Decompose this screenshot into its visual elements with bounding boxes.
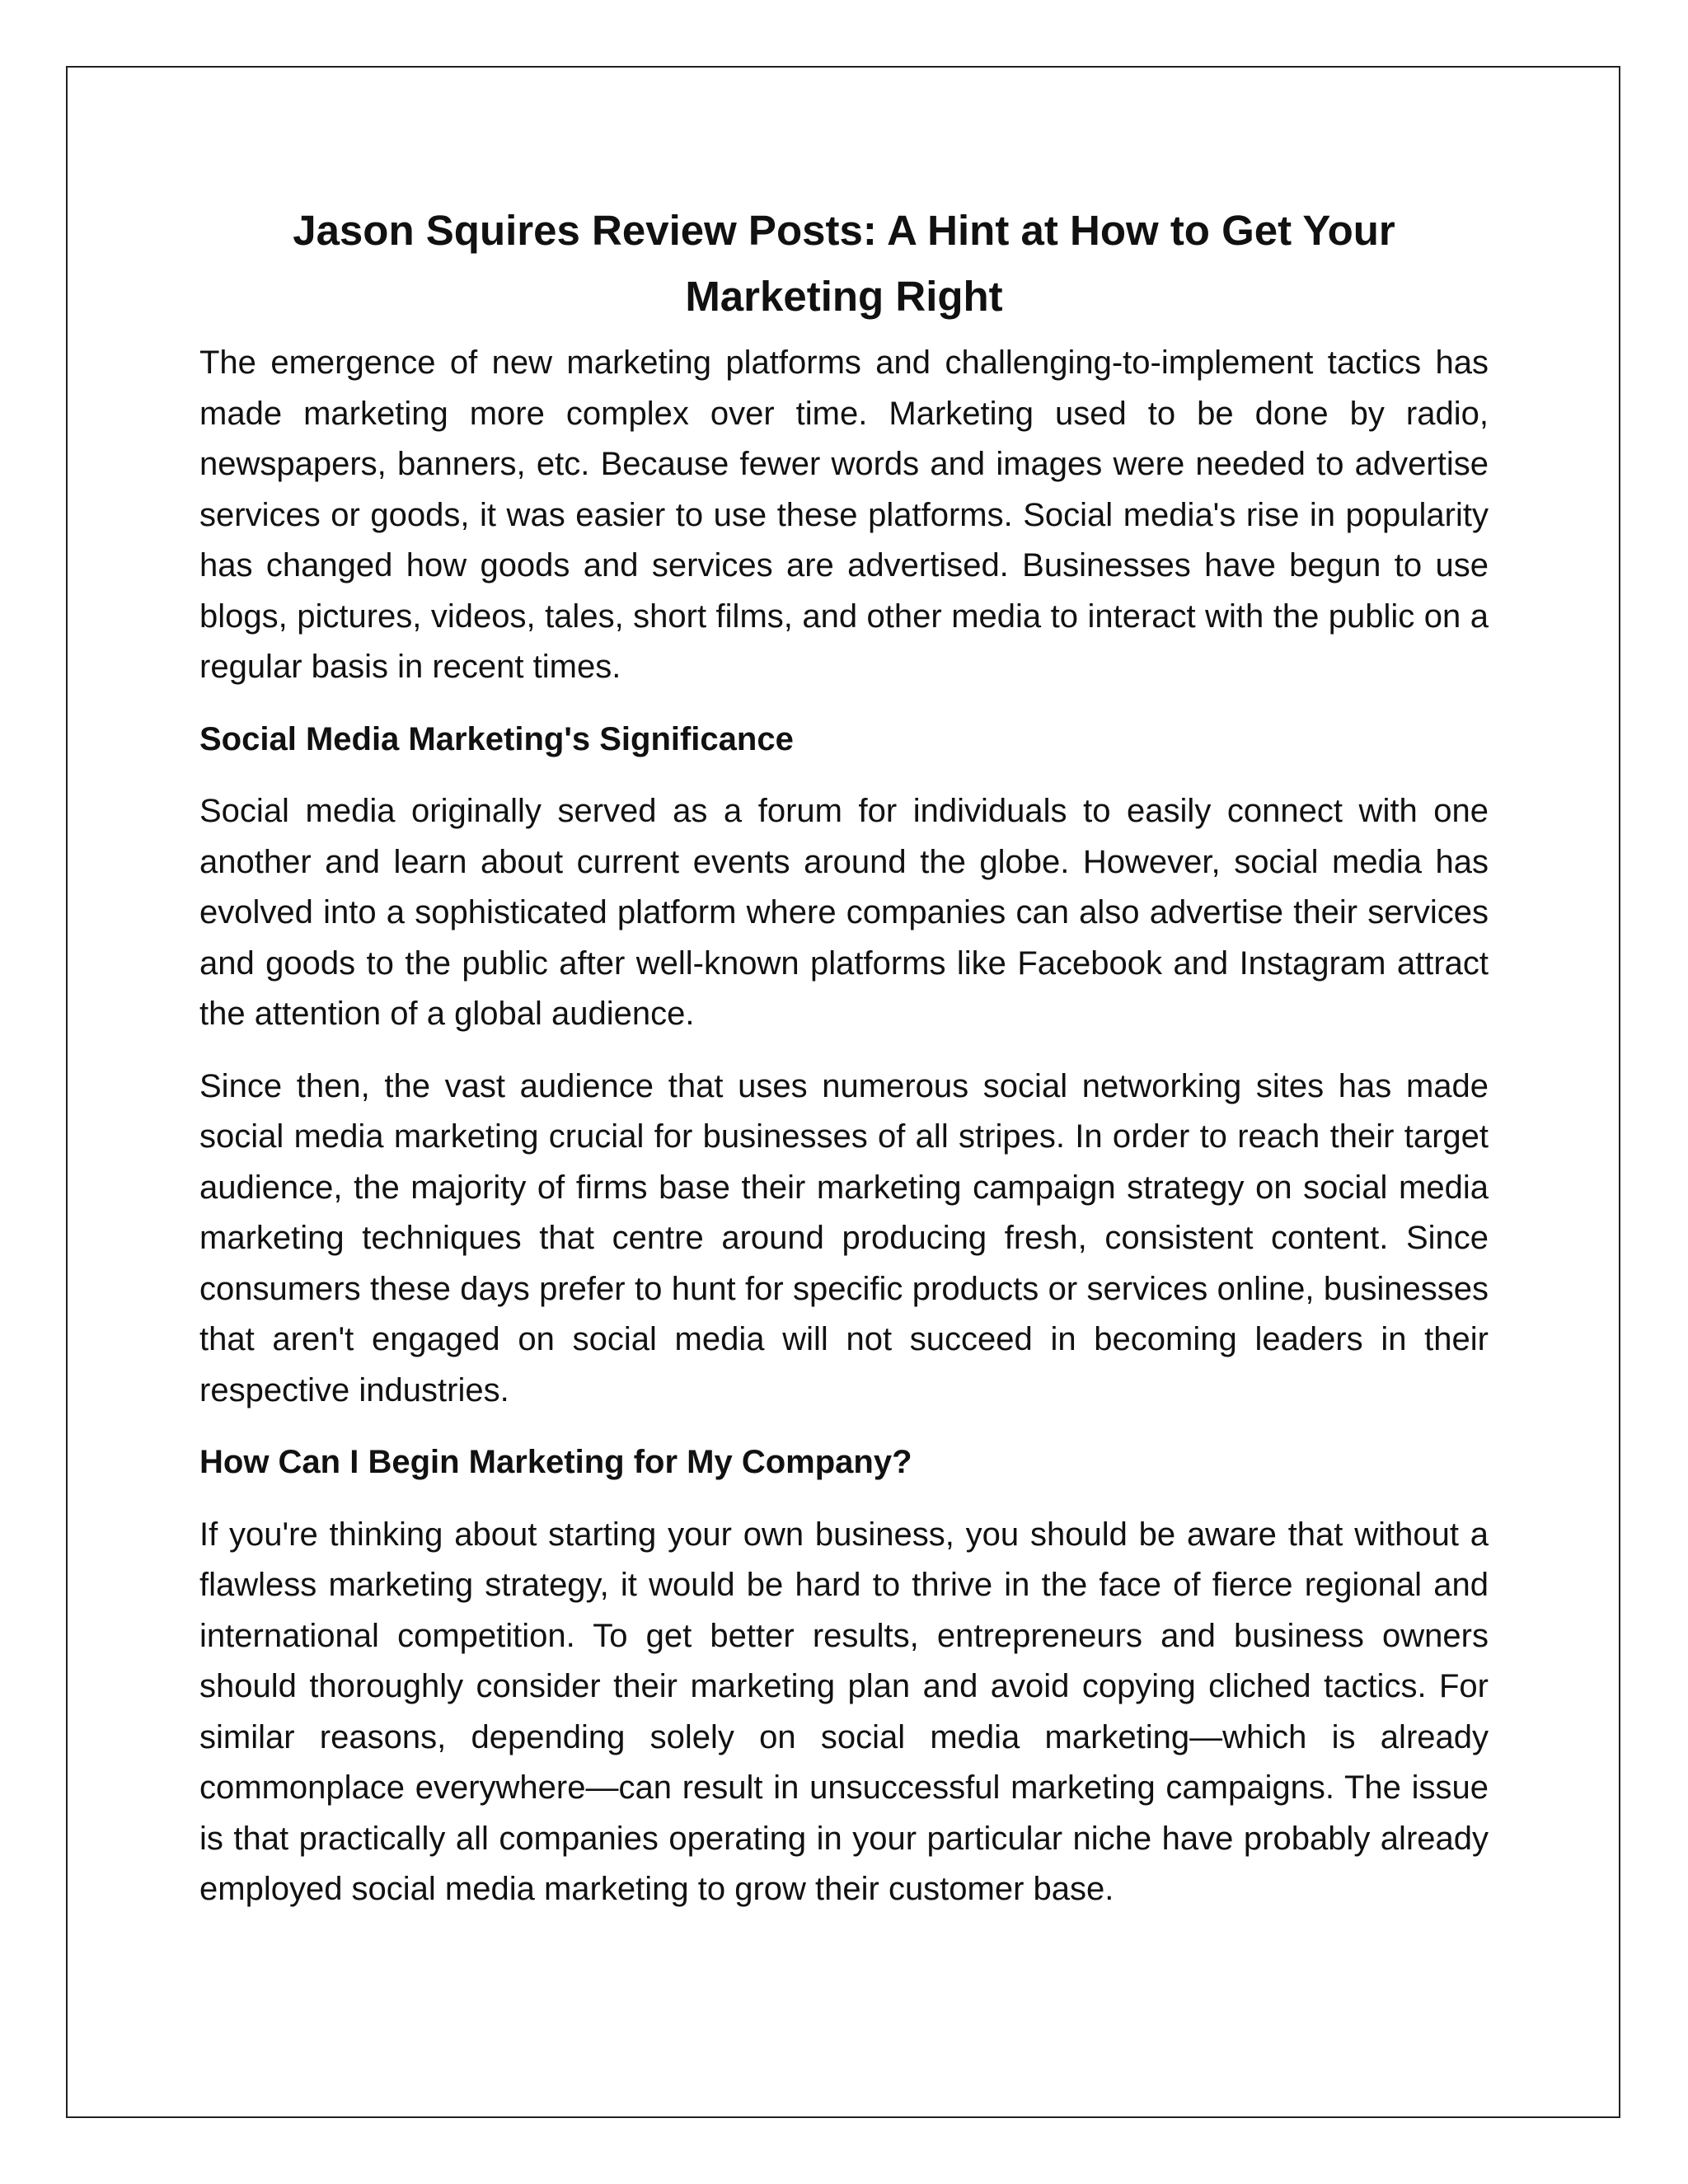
document-title: Jason Squires Review Posts: A Hint at How to Get Your Marketing Right [293, 207, 1395, 320]
section-heading-significance: Social Media Marketing's Significance [199, 720, 794, 757]
significance-paragraph-2: Since then, the vast audience that uses numerous social networking sites has made social media marketing crucial for businesses of all stripes. In order to reach their target audience, the majority of firms base their marketing campaign strategy on social media marketing techniques that centre around producing fresh, consistent content. Since consumers these days prefer to hunt for specific products or services online, businesses that aren't engaged on social media will not succeed in becoming leaders in their respective industries. [199, 1067, 1489, 1408]
intro-paragraph: The emergence of new marketing platforms and challenging-to-implement tactics has made marketing more complex over time. Marketing used to be done by radio, newspapers, banners, etc. Because fewer words and images were needed to advertise services or goods, it was easier to use these platforms. Social media's rise in popularity has changed how goods and services are advertised. Businesses have begun to use blogs, pictures, videos, tales, short films, and other media to interact with the public on a regular basis in recent times. [199, 344, 1489, 685]
begin-marketing-paragraph: If you're thinking about starting your own business, you should be aware that without a flawless marketing strategy, it would be hard to thrive in the face of fierce regional and international competition. To get better results, entrepreneurs and business owners should thoroughly consider their marketing plan and avoid copying cliched tactics. For similar reasons, depending solely on social media marketing—which is already commonplace everywhere—can result in unsuccessful marketing campaigns. The issue is that practically all companies operating in your particular niche have probably already employed social media marketing to grow their customer base. [199, 1516, 1489, 1907]
significance-paragraph-1: Social media originally served as a forum for individuals to easily connect with one another and learn about current events around the globe. However, social media has evolved into a sophisticated platform where companies can also advertise their services and goods to the public after well-known platforms like Facebook and Instagram attract the attention of a global audience. [199, 793, 1489, 1032]
document-body [199, 198, 1489, 1937]
section-heading-begin-marketing: How Can I Begin Marketing for My Company? [199, 1444, 912, 1480]
